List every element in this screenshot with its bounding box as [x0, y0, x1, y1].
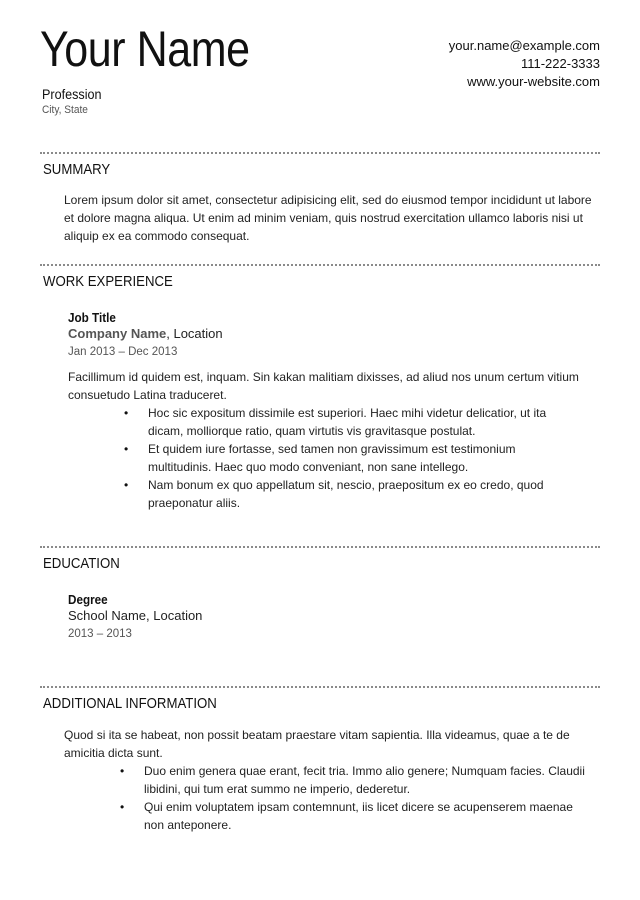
summary-heading: SUMMARY: [43, 161, 111, 178]
section-divider: [40, 686, 600, 688]
contact-info: [449, 37, 600, 91]
job-title: Job Title: [68, 310, 116, 325]
section-divider: [40, 152, 600, 154]
list-item: • Hoc sic expositum dissimile est superiori. Haec mihi videtur delicatior, ut ita dicam, molliorque ratio, quam virtutis vis gravitasque postulat.: [124, 406, 547, 438]
bullet-icon: •: [124, 478, 129, 492]
school-name: School Name, Location: [68, 608, 203, 623]
job-description: Facillimum id quidem est, inquam. Sin kakan malitiam dixisses, ad aliud nos unum certum vitium consuetudo Latina traduceret.: [68, 370, 579, 402]
phone: 111-222-3333: [520, 56, 600, 71]
company-line: [68, 326, 223, 341]
section-divider: [40, 264, 600, 266]
education-dates: 2013 – 2013: [68, 628, 132, 640]
additional-text: Quod si ita se habeat, non possit beatam praestare vitam sapientia. Illa videamus, quae a te de amicitia dicta sunt.: [64, 728, 570, 760]
resume-header: [0, 0, 640, 140]
website: www.your-website.com: [467, 74, 600, 89]
candidate-name: Your Name: [40, 21, 250, 77]
job-dates: Jan 2013 – Dec 2013: [68, 346, 178, 358]
education-heading: EDUCATION: [43, 555, 120, 572]
list-item: • Qui enim voluptatem ipsam contemnunt, iis licet dicere se acupenserem maenae non anteponere.: [120, 800, 573, 832]
list-item: • Duo enim genera quae erant, fecit tria. Immo alio genere; Numquam facies. Claudii libidini, qui tum erat summo ne imperio, dederetur.: [120, 764, 585, 796]
bullet-icon: •: [124, 406, 129, 420]
bullet-icon: •: [120, 764, 125, 778]
job-bullets: [124, 404, 576, 512]
bullet-icon: •: [120, 800, 125, 814]
list-item: • Nam bonum ex quo appellatum sit, nescio, praepositum ex eo credo, quod praeponatur aliis.: [124, 478, 544, 510]
email: your.name@example.com: [448, 38, 600, 53]
city-state: City, State: [42, 104, 88, 116]
list-item: • Et quidem iure fortasse, sed tamen non gravissimum est testimonium multitudinis. Haec quo modo conveniant, non sane intellego.: [124, 442, 516, 474]
profession: Profession: [42, 86, 102, 102]
company-location: , Location: [166, 326, 223, 341]
summary-text: Lorem ipsum dolor sit amet, consectetur adipisicing elit, sed do eiusmod tempor incididunt ut labore et dolore magna aliqua. Ut enim ad minim veniam, quis nostrud exercitation ullamco laboris nisi ut aliquip ex ea commodo consequat.: [64, 193, 592, 243]
work-experience-heading: WORK EXPERIENCE: [43, 273, 173, 290]
bullet-icon: •: [124, 442, 129, 456]
company-name: Company Name: [68, 326, 167, 341]
additional-bullets: [120, 762, 590, 834]
additional-information-heading: ADDITIONAL INFORMATION: [43, 695, 217, 712]
section-divider: [40, 546, 600, 548]
degree: Degree: [68, 592, 108, 607]
